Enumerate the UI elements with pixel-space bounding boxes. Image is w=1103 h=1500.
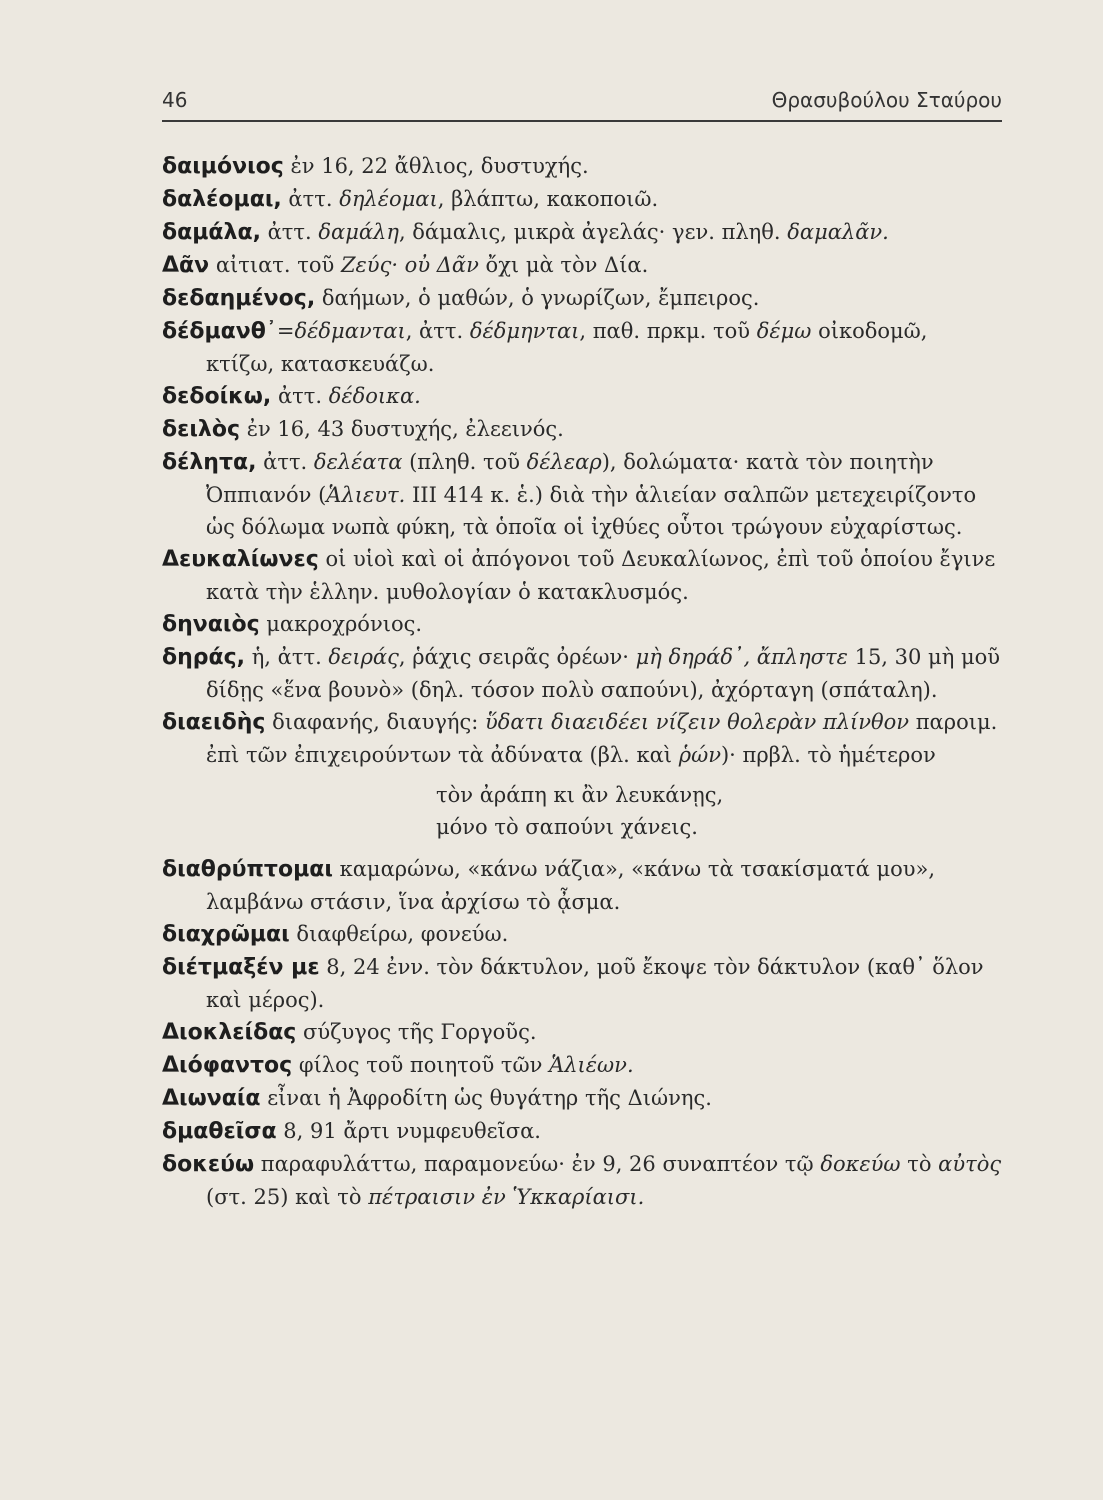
glossary-entry xyxy=(162,1016,1002,1049)
italic-citation: ὕδατι διαειδέει νίζειν θολερὰν πλίνθον xyxy=(484,710,910,734)
definition-text: αἰτιατ. τοῦ xyxy=(209,253,341,277)
running-head: Θρασυβούλου Σταύρου xyxy=(771,88,1002,112)
headword: διέτμαξέν με xyxy=(162,955,320,980)
italic-citation: δελέατα xyxy=(313,450,403,474)
definition-text: III 414 κ. ἑ.) διὰ τὴν ἁλιείαν σαλπῶν μετεχειρίζοντο ὡς δόλωμα νωπὰ φύκη, τὰ ὁποῖα οἱ ἰχθύες οὗτοι τρώγουν εὐχαρίστως. xyxy=(206,483,977,539)
definition-text: εἶναι ἡ Ἀφροδίτη ὡς θυγάτηρ τῆς Διώνης. xyxy=(260,1086,712,1110)
definition-text: ἐν 16, 22 ἄθλιος, δυστυχής. xyxy=(283,154,589,178)
headword: Διόφαντος xyxy=(162,1053,293,1078)
definition-text: ), δολώματα· κατὰ τὸν ποιητὴν Ὀππιανόν ( xyxy=(206,450,934,507)
headword: δέλητα, xyxy=(162,450,257,475)
definition-text: παραφυλάττω, παραμονεύω· ἐν 9, 26 συναπτέον τῷ xyxy=(254,1152,821,1176)
definition-text: , παθ. πρκμ. τοῦ xyxy=(579,319,757,343)
headword: δηναιὸς xyxy=(162,612,260,637)
glossary-entry xyxy=(162,1148,1002,1213)
glossary-entry xyxy=(162,249,1002,282)
glossary-entry xyxy=(162,1115,1002,1148)
definition-text: , ἀττ. xyxy=(405,319,470,343)
italic-citation: Ἁλιευτ. xyxy=(326,483,406,507)
headword: δοκεύω xyxy=(162,1152,255,1177)
definition-text: σύζυγος τῆς Γοργοῦς. xyxy=(296,1020,537,1044)
italic-citation: δέδμηνται xyxy=(469,319,580,343)
definition-text: ὄχι μὰ τὸν Δία. xyxy=(478,253,649,277)
glossary-entry xyxy=(162,608,1002,641)
glossary-entry xyxy=(162,315,1002,380)
definition-text: ἀττ. xyxy=(281,187,340,211)
headword: δμαθεῖσα xyxy=(162,1119,277,1144)
definition-text: = xyxy=(276,319,295,343)
headword: δαιμόνιος xyxy=(162,154,284,179)
headword: διαχρῶμαι xyxy=(162,922,290,947)
definition-text: ἐν 16, 43 δυστυχής, ἐλεεινός. xyxy=(240,417,564,441)
definition-text: διαφανής, διαυγής: xyxy=(265,710,485,734)
italic-citation: δαμάλη xyxy=(318,220,399,244)
italic-citation: δαμαλᾶν. xyxy=(787,220,889,244)
headword: δειλὸς xyxy=(162,417,241,442)
glossary-entry xyxy=(162,282,1002,315)
glossary-entry xyxy=(162,951,1002,1016)
headword: Διοκλείδας xyxy=(162,1020,297,1045)
definition-text: τὸ xyxy=(900,1152,939,1176)
definition-text: 8, 24 ἐνν. τὸν δάκτυλον, μοῦ ἔκοψε τὸν δάκτυλον (καθ᾽ ὅλον καὶ μέρος). xyxy=(206,955,984,1012)
definition-text: ἀττ. xyxy=(256,450,314,474)
definition-text: , δάμαλις, μικρὰ ἀγελάς· γεν. πληθ. xyxy=(398,220,788,244)
definition-text: ἡ, ἀττ. xyxy=(245,645,329,669)
headword: Δᾶν xyxy=(162,253,210,278)
glossary-entry xyxy=(162,183,1002,216)
italic-citation: αὐτὸς xyxy=(938,1152,1002,1176)
glossary-entry xyxy=(162,446,1002,543)
definition-text: δαήμων, ὁ μαθών, ὁ γνωρίζων, ἔμπειρος. xyxy=(315,286,760,310)
definition-text: μακροχρόνιος. xyxy=(259,612,423,636)
entries-block-2 xyxy=(162,853,1002,1213)
headword: δαμάλα, xyxy=(162,220,261,245)
italic-citation: δοκεύω xyxy=(820,1152,901,1176)
entries-block-1 xyxy=(162,150,1002,771)
definition-text: )· πρβλ. τὸ ἡμέτερον xyxy=(720,743,936,767)
glossary-entry xyxy=(162,216,1002,249)
page-number: 46 xyxy=(162,88,188,112)
verse-line: τὸν ἀράπη κι ἂν λευκάνῃς, xyxy=(436,783,724,807)
definition-text: , βλάπτω, κακοποιῶ. xyxy=(437,187,659,211)
glossary-entry xyxy=(162,543,1002,608)
definition-text: φίλος τοῦ ποιητοῦ τῶν xyxy=(292,1053,550,1077)
italic-citation: Ζεύς· οὐ Δᾶν xyxy=(340,253,479,277)
italic-citation: δειράς xyxy=(328,645,399,669)
headword: δεδοίκω, xyxy=(162,384,272,409)
italic-citation: δέδοικα. xyxy=(328,384,421,408)
definition-text: , ῥάχις σειρᾶς ὀρέων· xyxy=(398,645,636,669)
glossary-entry xyxy=(162,641,1002,706)
italic-citation: δέδμανται xyxy=(294,319,406,343)
definition-text: 8, 91 ἄρτι νυμφευθεῖσα. xyxy=(276,1119,541,1143)
italic-citation: δηλέομαι xyxy=(339,187,438,211)
italic-citation: μὴ δηράδ᾽, ἄπληστε xyxy=(635,645,848,669)
definition-text: ἀττ. xyxy=(271,384,329,408)
glossary-entry xyxy=(162,380,1002,413)
definition-text: οἰκοδομῶ, κτίζω, κατασκευάζω. xyxy=(206,319,928,376)
definition-text: παροιμ. ἐπὶ τῶν ἐπιχειρούντων τὰ ἀδύνατα (βλ. καὶ xyxy=(206,710,998,767)
verse-line: μόνο τὸ σαπούνι χάνεις. xyxy=(436,815,698,839)
headword: δεδαημένος, xyxy=(162,286,316,311)
glossary-entry xyxy=(162,918,1002,951)
headword: διαθρύπτομαι xyxy=(162,857,333,882)
glossary-entries xyxy=(162,150,1002,1213)
quoted-verse xyxy=(162,779,1002,843)
glossary-entry xyxy=(162,1082,1002,1115)
headword: διαειδὴς xyxy=(162,710,266,735)
definition-text: 15, 30 μὴ μοῦ δίδῃς «ἕνα βουνὸ» (δηλ. τόσον πολὺ σαπούνι), ἀχόρταγη (σπάταλη). xyxy=(206,645,1001,702)
definition-text: οἱ υἱοὶ καὶ οἱ ἀπόγονοι τοῦ Δευκαλίωνος, ἐπὶ τοῦ ὁποίου ἔγινε κατὰ τὴν ἑλλην. μυθολογίαν ὁ κατακλυσμός. xyxy=(206,547,996,604)
headword: δαλέομαι, xyxy=(162,187,282,212)
headword: Δευκαλίωνες xyxy=(162,547,319,572)
italic-citation: δέμω xyxy=(756,319,812,343)
glossary-entry xyxy=(162,853,1002,918)
definition-text: (πληθ. τοῦ xyxy=(402,450,527,474)
definition-text: διαφθείρω, φονεύω. xyxy=(289,922,509,946)
definition-text: καμαρώνω, «κάνω νάζια», «κάνω τὰ τσακίσματά μου», λαμβάνω στάσιν, ἵνα ἀρχίσω τὸ ᾆσμα. xyxy=(206,857,936,914)
italic-citation: ῥών xyxy=(678,743,721,767)
italic-citation: πέτραισιν ἐν Ὑκκαρίαισι. xyxy=(368,1185,645,1209)
glossary-entry xyxy=(162,150,1002,183)
headword: δέδμανθ᾽ xyxy=(162,319,277,344)
headword: δηράς, xyxy=(162,645,246,670)
glossary-entry xyxy=(162,413,1002,446)
italic-citation: Ἁλιέων. xyxy=(549,1053,634,1077)
page-header xyxy=(162,82,1002,122)
headword: Διωναία xyxy=(162,1086,261,1111)
definition-text: ἀττ. xyxy=(260,220,319,244)
glossary-entry xyxy=(162,706,1002,771)
glossary-entry xyxy=(162,1049,1002,1082)
italic-citation: δέλεαρ xyxy=(526,450,602,474)
definition-text: (στ. 25) καὶ τὸ xyxy=(206,1185,369,1209)
